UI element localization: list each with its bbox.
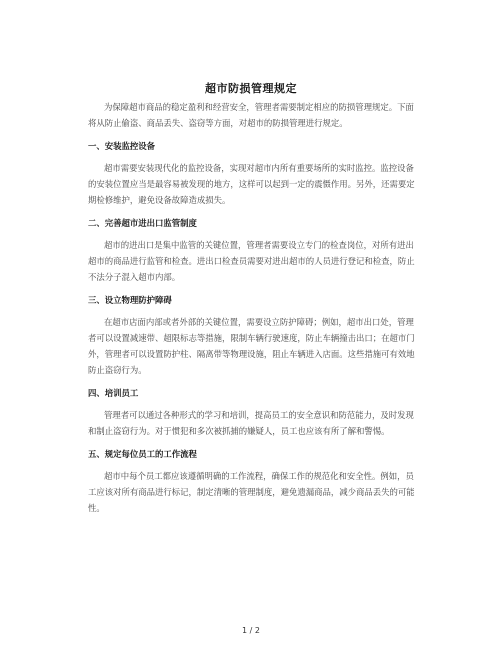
section-4	[88, 387, 416, 439]
section-heading: 二、完善超市进出口监管制度	[88, 218, 197, 228]
section-paragraph: 在超市店面内部或者外部的关键位置，需要设立防护障碍；例如，超市出口处，管理者可以设置减速带、超限标志等措施，限制车辆行驶速度，防止车辆撞击出口；在超市门外，管理者可以设置防护柱、隔离带等物理设施，阻止车辆进入店面。这些措施可有效地防止盗窃行为。	[88, 317, 415, 375]
section-paragraph: 管理者可以通过各种形式的学习和培训，提高员工的安全意识和防范能力，及时发现和制止盗窃行为。对于惯犯和多次被抓捕的嫌疑人，员工也应该有所了解和警惕。	[88, 410, 414, 436]
section-heading: 四、培训员工	[88, 388, 139, 398]
intro-paragraph: 为保障超市商品的稳定盈利和经营安全，管理者需要制定相应的防损管理规定。下面将从防止偷盗、商品丢失、盗窃等方面，对超市的防损管理进行规定。	[88, 102, 414, 128]
section-2	[88, 217, 416, 285]
document-body	[88, 99, 416, 516]
section-1	[88, 140, 416, 208]
section-paragraph: 超市中每个员工都应该遵循明确的工作流程，确保工作的规范化和安全性。例如，员工应该对所有商品进行标记，制定清晰的管理制度，避免遗漏商品，减少商品丢失的可能性。	[88, 471, 415, 513]
document-title: 超市防损管理规定	[205, 82, 297, 95]
page-indicator: 1 / 2	[242, 626, 260, 635]
section-5	[88, 448, 416, 516]
section-paragraph: 超市需要安装现代化的监控设备，实现对超市内所有重要场所的实时监控。监控设备的安装位置应当是最容易被发现的地方，这样可以起到一定的震慑作用。另外，还需要定期检修维护，避免设备故障造成损失。	[88, 163, 415, 205]
section-paragraph: 超市的进出口是集中监管的关键位置，管理者需要设立专门的检查岗位，对所有进出超市的商品进行监管和检查。进出口检查员需要对进出超市的人员进行登记和检查，防止不法分子混入超市内部。	[88, 240, 415, 282]
section-heading: 三、设立物理防护障碍	[88, 295, 172, 305]
section-3	[88, 294, 416, 378]
section-heading: 一、安装监控设备	[88, 141, 155, 151]
section-heading: 五、规定每位员工的工作流程	[88, 449, 197, 459]
